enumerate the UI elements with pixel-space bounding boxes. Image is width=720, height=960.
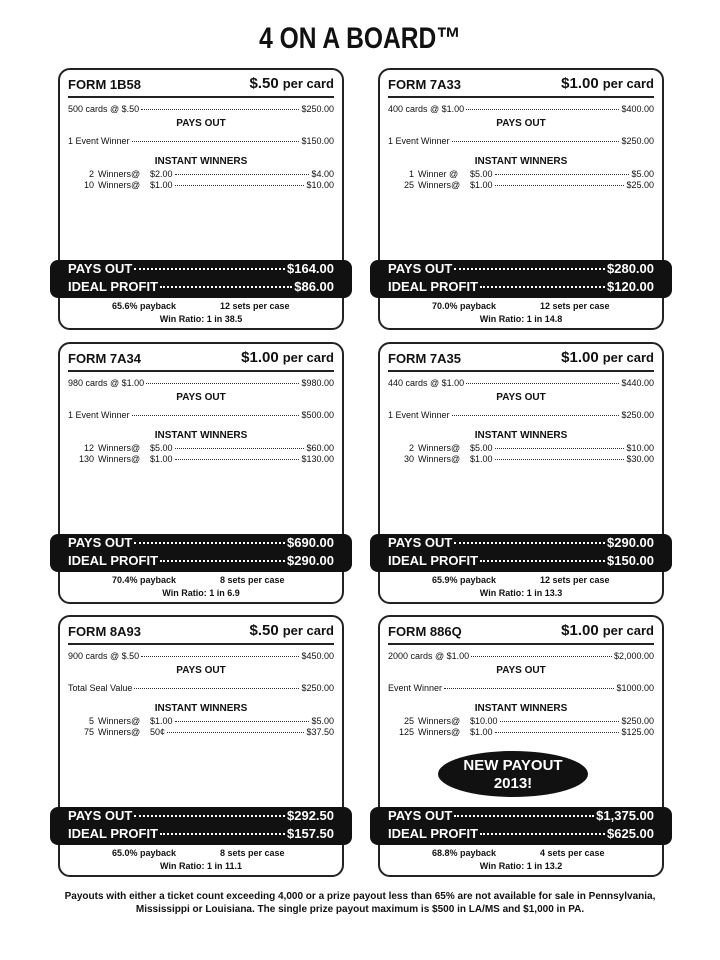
- winner-label: Winners@: [418, 716, 461, 726]
- instant-winners-heading: INSTANT WINNERS: [474, 430, 568, 441]
- event-line: [68, 410, 334, 420]
- winner-count: 25: [403, 716, 414, 726]
- winner-label: Winners@: [98, 180, 141, 190]
- instant-winners-heading: INSTANT WINNERS: [154, 430, 248, 441]
- badge-line-2: 2013!: [493, 775, 533, 792]
- price-unit: per card: [282, 350, 334, 365]
- card-header: [388, 348, 654, 372]
- winner-label: Winners@: [418, 443, 461, 453]
- winner-count: 12: [83, 443, 94, 453]
- win-ratio: Win Ratio: 1 in 14.8: [479, 314, 563, 324]
- winner-label: Winners@: [98, 169, 141, 179]
- pays-out-row: [388, 261, 654, 279]
- winner-amount: $1.00: [150, 454, 173, 464]
- cards-line: [68, 651, 334, 661]
- cards-label: 900 cards @ $.50: [68, 651, 140, 661]
- new-payout-badge: [438, 751, 588, 797]
- sets-per-case: 12 sets per case: [540, 301, 610, 311]
- payback-text: 68.8% payback: [432, 848, 497, 858]
- winner-label: Winner @: [418, 169, 459, 179]
- card-price: [249, 75, 334, 92]
- event-label: 1 Event Winner: [68, 136, 130, 146]
- pays-out-heading: PAYS OUT: [496, 118, 546, 129]
- event-line: [388, 683, 654, 693]
- cards-label: 400 cards @ $1.00: [388, 104, 465, 114]
- win-ratio: Win Ratio: 1 in 13.2: [479, 861, 563, 871]
- winner-total: $130.00: [301, 454, 334, 464]
- winner-row: [392, 169, 654, 179]
- card-header: [388, 74, 654, 98]
- pays-out-row: [388, 535, 654, 553]
- event-label: 1 Event Winner: [68, 410, 130, 420]
- winner-label: Winners@: [98, 716, 141, 726]
- ideal-profit-label: IDEAL PROFIT: [388, 826, 479, 841]
- winner-amount: $5.00: [470, 169, 493, 179]
- sets-per-case: 12 sets per case: [540, 575, 610, 585]
- winner-row: [392, 454, 654, 464]
- pays-out-label: PAYS OUT: [68, 261, 133, 276]
- winner-total: $60.00: [306, 443, 334, 453]
- cards-label: 440 cards @ $1.00: [388, 378, 465, 388]
- price-value: $1.00: [561, 622, 599, 639]
- winner-amount: $1.00: [470, 727, 493, 737]
- card-price: [249, 622, 334, 639]
- winner-count: 10: [83, 180, 94, 190]
- event-line: [68, 136, 334, 146]
- pays-out-label: PAYS OUT: [388, 535, 453, 550]
- winner-row: [392, 443, 654, 453]
- pays-out-total: $280.00: [607, 261, 654, 276]
- event-label: 1 Event Winner: [388, 136, 450, 146]
- price-value: $1.00: [241, 349, 279, 366]
- pays-out-row: [68, 261, 334, 279]
- event-label: 1 Event Winner: [388, 410, 450, 420]
- event-value: $250.00: [621, 136, 654, 146]
- ideal-profit-label: IDEAL PROFIT: [388, 279, 479, 294]
- winner-amount: $2.00: [150, 169, 173, 179]
- form-card-0: [58, 68, 344, 330]
- instant-winners-heading: INSTANT WINNERS: [474, 156, 568, 167]
- pays-out-label: PAYS OUT: [388, 261, 453, 276]
- form-number: FORM 7A33: [388, 77, 461, 92]
- winner-row: [72, 454, 334, 464]
- ideal-profit-row: [388, 279, 654, 297]
- cards-value: $450.00: [301, 651, 334, 661]
- event-value: $1000.00: [616, 683, 654, 693]
- payback-text: 65.0% payback: [112, 848, 177, 858]
- winner-amount: $5.00: [470, 443, 493, 453]
- payback-text: 65.9% payback: [432, 575, 497, 585]
- payback-text: 65.6% payback: [112, 301, 177, 311]
- instant-winners-heading: INSTANT WINNERS: [154, 703, 248, 714]
- winner-count: 5: [88, 716, 94, 726]
- price-value: $.50: [249, 622, 279, 639]
- winner-amount: $1.00: [470, 454, 493, 464]
- pays-out-heading: PAYS OUT: [176, 392, 226, 403]
- win-ratio: Win Ratio: 1 in 11.1: [160, 861, 242, 871]
- pays-out-row: [388, 808, 654, 826]
- winner-count: 2: [408, 443, 414, 453]
- ideal-profit-label: IDEAL PROFIT: [68, 279, 159, 294]
- totals-bar: [370, 807, 672, 845]
- pays-out-total: $292.50: [287, 808, 334, 823]
- page-title: 4 ON A BOARD™: [259, 22, 461, 55]
- pays-out-total: $164.00: [287, 261, 334, 276]
- ideal-profit-total: $150.00: [607, 553, 654, 568]
- winner-label: Winners@: [98, 727, 141, 737]
- event-value: $250.00: [301, 683, 334, 693]
- form-card-3: [378, 342, 664, 604]
- price-value: $.50: [249, 75, 279, 92]
- ideal-profit-row: [388, 553, 654, 571]
- ideal-profit-total: $157.50: [287, 826, 334, 841]
- price-unit: per card: [602, 350, 654, 365]
- cards-label: 980 cards @ $1.00: [68, 378, 145, 388]
- winner-label: Winners@: [98, 454, 141, 464]
- pays-out-row: [68, 808, 334, 826]
- winner-label: Winners@: [418, 454, 461, 464]
- instant-winners-heading: INSTANT WINNERS: [474, 703, 568, 714]
- card-header: [68, 74, 334, 98]
- ideal-profit-label: IDEAL PROFIT: [388, 553, 479, 568]
- cards-value: $250.00: [301, 104, 334, 114]
- card-header: [68, 621, 334, 645]
- price-value: $1.00: [561, 349, 599, 366]
- sets-per-case: 4 sets per case: [540, 848, 605, 858]
- winner-total: $4.00: [311, 169, 334, 179]
- cards-line: [388, 651, 654, 661]
- event-value: $250.00: [621, 410, 654, 420]
- pays-out-row: [68, 535, 334, 553]
- winner-row: [72, 169, 334, 179]
- winner-row: [392, 180, 654, 190]
- winner-count: 1: [408, 169, 414, 179]
- cards-line: [388, 104, 654, 114]
- card-header: [388, 621, 654, 645]
- card-header: [68, 348, 334, 372]
- winner-amount: $1.00: [150, 180, 173, 190]
- winner-total: $30.00: [626, 454, 654, 464]
- winner-row: [72, 716, 334, 726]
- card-price: [561, 75, 654, 92]
- price-value: $1.00: [561, 75, 599, 92]
- price-unit: per card: [602, 76, 654, 91]
- totals-bar: [50, 260, 352, 298]
- form-number: FORM 7A34: [68, 351, 141, 366]
- winner-amount: $1.00: [470, 180, 493, 190]
- totals-bar: [370, 534, 672, 572]
- winner-count: 130: [78, 454, 94, 464]
- card-price: [241, 349, 334, 366]
- price-unit: per card: [602, 623, 654, 638]
- pays-out-heading: PAYS OUT: [496, 665, 546, 676]
- cards-label: 500 cards @ $.50: [68, 104, 140, 114]
- form-card-5: [378, 615, 664, 877]
- event-line: [68, 683, 334, 693]
- winner-amount: 50¢: [150, 727, 166, 737]
- pays-out-label: PAYS OUT: [388, 808, 453, 823]
- winner-count: 75: [83, 727, 94, 737]
- winner-total: $10.00: [306, 180, 334, 190]
- winner-amount: $5.00: [150, 443, 173, 453]
- sets-per-case: 8 sets per case: [220, 575, 285, 585]
- form-card-4: [58, 615, 344, 877]
- winner-count: 2: [88, 169, 94, 179]
- pays-out-heading: PAYS OUT: [176, 118, 226, 129]
- badge-line-1: NEW PAYOUT: [463, 757, 563, 774]
- winner-count: 125: [398, 727, 414, 737]
- pays-out-total: $690.00: [287, 535, 334, 550]
- pays-out-heading: PAYS OUT: [176, 665, 226, 676]
- ideal-profit-row: [68, 279, 334, 297]
- winner-label: Winners@: [418, 727, 461, 737]
- winner-total: $10.00: [626, 443, 654, 453]
- instant-winners-heading: INSTANT WINNERS: [154, 156, 248, 167]
- cards-line: [388, 378, 654, 388]
- winner-count: 25: [403, 180, 414, 190]
- cards-line: [68, 104, 334, 114]
- ideal-profit-total: $86.00: [294, 279, 334, 294]
- cards-label: 2000 cards @ $1.00: [388, 651, 470, 661]
- ideal-profit-label: IDEAL PROFIT: [68, 826, 159, 841]
- winner-total: $250.00: [621, 716, 654, 726]
- winner-count: 30: [403, 454, 414, 464]
- cards-value: $440.00: [621, 378, 654, 388]
- pays-out-label: PAYS OUT: [68, 808, 133, 823]
- pays-out-label: PAYS OUT: [68, 535, 133, 550]
- ideal-profit-row: [68, 826, 334, 844]
- event-line: [388, 410, 654, 420]
- pays-out-total: $1,375.00: [596, 808, 654, 823]
- cards-value: $980.00: [301, 378, 334, 388]
- event-label: Event Winner: [388, 683, 443, 693]
- form-number: FORM 886Q: [388, 624, 462, 639]
- winner-total: $5.00: [631, 169, 654, 179]
- form-card-2: [58, 342, 344, 604]
- cards-line: [68, 378, 334, 388]
- event-value: $500.00: [301, 410, 334, 420]
- sets-per-case: 8 sets per case: [220, 848, 285, 858]
- winner-amount: $10.00: [470, 716, 498, 726]
- form-number: FORM 7A35: [388, 351, 461, 366]
- cards-value: $2,000.00: [613, 651, 654, 661]
- win-ratio: Win Ratio: 1 in 13.3: [479, 588, 563, 598]
- pays-out-total: $290.00: [607, 535, 654, 550]
- form-number: FORM 8A93: [68, 624, 141, 639]
- winner-row: [72, 443, 334, 453]
- winner-row: [392, 727, 654, 737]
- sets-per-case: 12 sets per case: [220, 301, 290, 311]
- totals-bar: [370, 260, 672, 298]
- winner-total: $37.50: [306, 727, 334, 737]
- win-ratio: Win Ratio: 1 in 38.5: [159, 314, 243, 324]
- ideal-profit-total: $120.00: [607, 279, 654, 294]
- ideal-profit-total: $290.00: [287, 553, 334, 568]
- ideal-profit-total: $625.00: [607, 826, 654, 841]
- form-number: FORM 1B58: [68, 77, 141, 92]
- price-unit: per card: [282, 76, 334, 91]
- cards-value: $400.00: [621, 104, 654, 114]
- totals-bar: [50, 534, 352, 572]
- totals-bar: [50, 807, 352, 845]
- winner-total: $125.00: [621, 727, 654, 737]
- disclaimer-text: Payouts with either a ticket count exceeding 4,000 or a prize payout less than 65% are not available for sale in Pennsylvania, Mississippi or Louisiana. The single prize payout maximum is $500 in LA/MS and $1,000 in PA.: [64, 891, 656, 915]
- card-price: [561, 349, 654, 366]
- ideal-profit-label: IDEAL PROFIT: [68, 553, 159, 568]
- winner-row: [72, 180, 334, 190]
- winner-total: $25.00: [626, 180, 654, 190]
- ideal-profit-row: [388, 826, 654, 844]
- winner-total: $5.00: [311, 716, 334, 726]
- payback-text: 70.0% payback: [432, 301, 497, 311]
- winner-row: [392, 716, 654, 726]
- winner-amount: $1.00: [150, 716, 173, 726]
- winner-row: [72, 727, 334, 737]
- event-line: [388, 136, 654, 146]
- win-ratio: Win Ratio: 1 in 6.9: [162, 588, 240, 598]
- winner-label: Winners@: [98, 443, 141, 453]
- ideal-profit-row: [68, 553, 334, 571]
- payback-text: 70.4% payback: [112, 575, 177, 585]
- pays-out-heading: PAYS OUT: [496, 392, 546, 403]
- form-card-1: [378, 68, 664, 330]
- event-value: $150.00: [301, 136, 334, 146]
- winner-label: Winners@: [418, 180, 461, 190]
- event-label: Total Seal Value: [68, 683, 133, 693]
- card-price: [561, 622, 654, 639]
- price-unit: per card: [282, 623, 334, 638]
